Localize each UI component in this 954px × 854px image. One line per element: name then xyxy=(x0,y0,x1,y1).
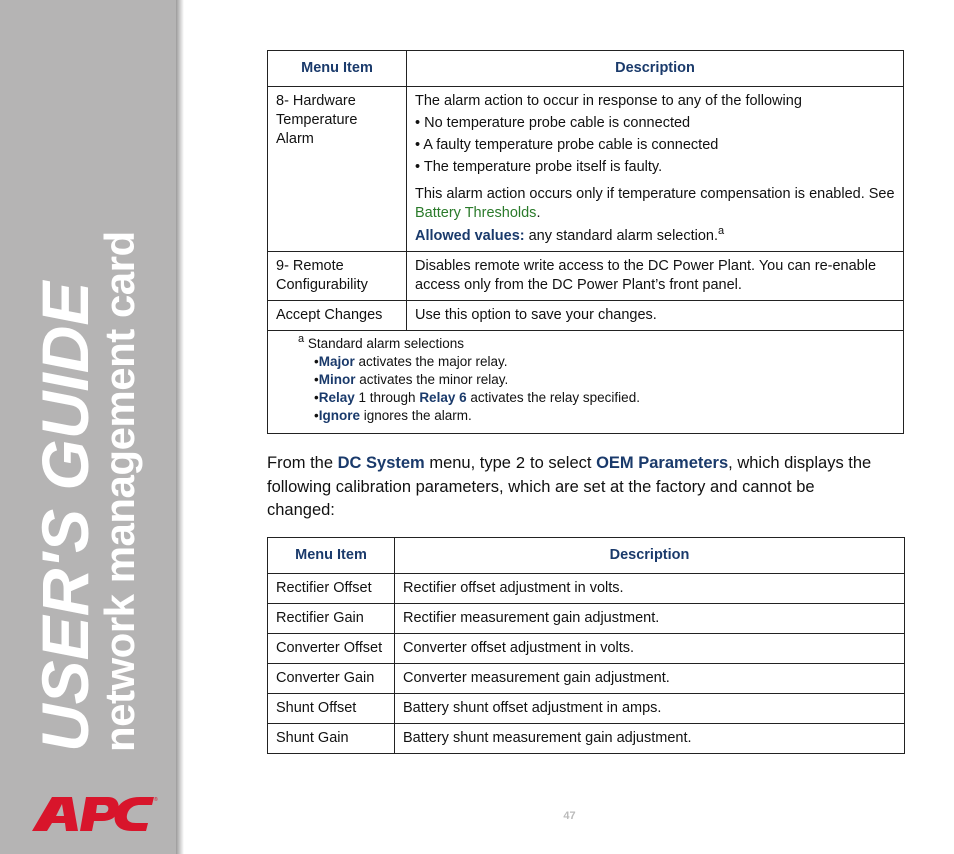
table-row xyxy=(268,604,905,634)
description-cell: Converter measurement gain adjustment. xyxy=(395,664,905,694)
description-cell: Battery shunt offset adjustment in amps. xyxy=(395,694,905,724)
menu-item-cell: Rectifier Offset xyxy=(268,574,395,604)
description-cell: Rectifier measurement gain adjustment. xyxy=(395,604,905,634)
footnote-item: •Major activates the major relay. xyxy=(314,354,508,369)
column-header-description: Description xyxy=(395,538,905,574)
column-header-menu-item: Menu Item xyxy=(268,538,395,574)
alarm-settings-table xyxy=(267,50,904,434)
column-header-menu-item: Menu Item xyxy=(268,51,407,87)
table-header-row xyxy=(268,538,905,574)
table-header-row xyxy=(268,51,904,87)
table-row xyxy=(268,252,904,301)
menu-item-cell: 9- Remote Configurability xyxy=(268,252,407,301)
page-number: 47 xyxy=(563,810,576,822)
table-row xyxy=(268,634,905,664)
footnote-heading: $^a$ Standard alarm selections xyxy=(298,333,464,351)
description-cell: Use this option to save your changes. xyxy=(407,301,904,331)
table-row xyxy=(268,301,904,331)
description-cell: Battery shunt measurement gain adjustment. xyxy=(395,724,905,754)
bullet-item: • No temperature probe cable is connected xyxy=(415,115,691,131)
sidebar xyxy=(0,0,176,854)
menu-item-cell: Shunt Gain xyxy=(268,724,395,754)
oem-parameters-paragraph: From the DC System menu, type 2 to select OEM Parameters, which displays the following calibration parameters, which are set at the factory and cannot be changed: xyxy=(267,454,872,519)
vertical-title xyxy=(30,52,142,752)
description-cell: Rectifier offset adjustment in volts. xyxy=(395,574,905,604)
users-guide-title: USER'S GUIDE xyxy=(28,281,102,752)
footnote-ref: a xyxy=(718,225,725,237)
description-cell: Disables remote write access to the DC Power Plant. You can re-enable access only from the DC Power Plant’s front panel. xyxy=(407,252,904,301)
menu-item-cell: Rectifier Gain xyxy=(268,604,395,634)
dc-system-keyword: DC System xyxy=(337,454,425,472)
bullet-item: • A faulty temperature probe cable is connected xyxy=(415,137,719,153)
footnote-marker: a xyxy=(298,333,305,345)
bullet-item: • The temperature probe itself is faulty. xyxy=(415,159,663,175)
table-row xyxy=(268,694,905,724)
table-row xyxy=(268,724,905,754)
registered-mark: ® xyxy=(154,797,158,803)
menu-item-cell: Shunt Offset xyxy=(268,694,395,724)
table-row xyxy=(268,87,904,252)
compensation-note: This alarm action occurs only if temperature compensation is enabled. See Battery Thresholds. xyxy=(415,186,895,221)
footnote-item: •Minor activates the minor relay. xyxy=(314,372,509,387)
menu-option-code: 2 xyxy=(515,454,526,473)
menu-item-cell: Converter Gain xyxy=(268,664,395,694)
menu-item-cell: Converter Offset xyxy=(268,634,395,664)
allowed-values-label: Allowed values: xyxy=(415,228,525,244)
product-name: network management card xyxy=(96,231,143,752)
footnote-item: •Ignore ignores the alarm. xyxy=(314,408,472,423)
description-intro: The alarm action to occur in response to any of the following xyxy=(415,93,802,109)
battery-thresholds-link[interactable]: Battery Thresholds xyxy=(415,205,537,221)
menu-item-cell: 8- Hardware Temperature Alarm xyxy=(268,87,407,252)
footnote-cell xyxy=(268,331,904,434)
table-row xyxy=(268,664,905,694)
oem-parameters-keyword: OEM Parameters xyxy=(596,454,729,472)
column-header-description: Description xyxy=(407,51,904,87)
sidebar-shadow xyxy=(176,0,184,854)
oem-parameters-table xyxy=(267,537,905,754)
menu-item-cell: Accept Changes xyxy=(268,301,407,331)
footnote-item: •Relay 1 through Relay 6 activates the relay specified. xyxy=(314,390,640,405)
table-row xyxy=(268,574,905,604)
description-cell xyxy=(407,87,904,252)
description-cell: Converter offset adjustment in volts. xyxy=(395,634,905,664)
allowed-values: Allowed values: any standard alarm selection.$^a$ xyxy=(415,225,725,244)
footnote-row xyxy=(268,331,904,434)
